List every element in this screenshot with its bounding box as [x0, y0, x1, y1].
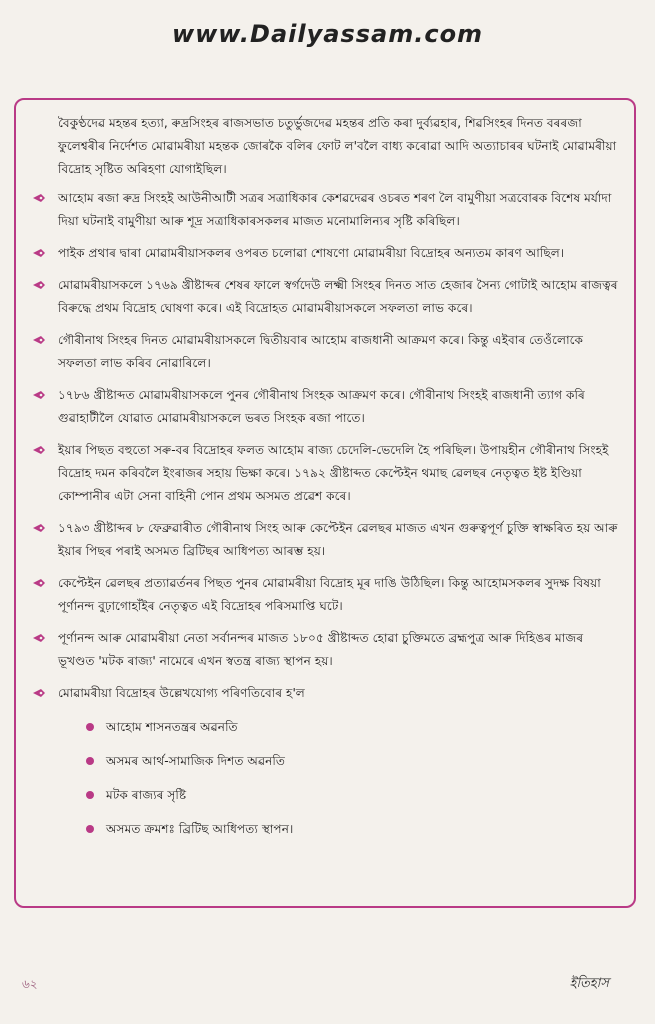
pen-nib-icon [32, 577, 46, 589]
pen-nib-icon [32, 687, 46, 699]
list-item [32, 274, 622, 320]
circle-dot-icon [86, 791, 94, 799]
list-item-text: ইয়াৰ পিছত বহুতো সৰু-বৰ বিদ্ৰোহৰ ফলত আহোম ৰাজ্য চেদেলি-ভেদেলি হৈ পৰিছিল। উপায়হীন গৌৰীনাথ সিংহই বিদ্ৰোহ দমন কৰিবলৈ ইংৰাজৰ সহায় ভিক্ষা কৰে। ১৭৯২ খ্ৰীষ্টাব্দত কেপ্টেইন থমাছ ৱেলছৰ নেতৃত্বত ইষ্ট ইণ্ডিয়া কোম্পানীৰ এটা সেনা বাহিনী পোন প্ৰথম অসমত প্ৰৱেশ কৰে। [58, 443, 609, 503]
list-item [32, 439, 622, 508]
pen-nib-icon [32, 389, 46, 401]
list-item [32, 384, 622, 430]
circle-dot-icon [86, 723, 94, 731]
sub-list-item [86, 751, 622, 771]
page-content [32, 112, 622, 853]
list-item [32, 627, 622, 673]
list-item [32, 517, 622, 563]
list-item-text: আহোম ৰজা ৰুদ্ৰ সিংহই আউনীআটী সত্ৰৰ সত্ৰাধিকাৰ কেশৱদেৱৰ ওচৰত শৰণ লৈ বামুণীয়া সত্ৰবোৰক বিশেষ মৰ্যাদা দিয়া ঘটনাই বামুণীয়া আৰু শূদ্ৰ সত্ৰাধিকাৰসকলৰ মাজত মনোমালিন্যৰ সৃষ্টি কৰিছিল। [58, 191, 612, 228]
pen-nib-icon [32, 279, 46, 291]
page-number: ৬২ [22, 977, 38, 991]
pen-nib-icon [32, 334, 46, 346]
list-item-text: মোৱামৰীয়াসকলে ১৭৬৯ খ্ৰীষ্টাব্দৰ শেষৰ ফালে স্বৰ্গদেউ লক্ষ্মী সিংহৰ দিনত সাত হেজাৰ সৈন্য গোটাই আহোম ৰাজত্বৰ বিৰুদ্ধে প্ৰথম বিদ্ৰোহ ঘোষণা কৰে। এই বিদ্ৰোহত মোৱামৰীয়াসকলে সফলতা লাভ কৰে। [58, 278, 618, 315]
pen-nib-icon [32, 192, 46, 204]
list-item [32, 242, 622, 265]
sub-list-item-text: মটক ৰাজ্যৰ সৃষ্টি [106, 788, 187, 802]
book-subject-label: ইতিহাস [569, 976, 609, 991]
sub-list-item [86, 785, 622, 805]
sub-list-item-text: আহোম শাসনতন্ত্ৰৰ অৱনতি [106, 720, 238, 734]
list-item-text: ১৭৯৩ খ্ৰীষ্টাব্দৰ ৮ ফেব্ৰুৱাৰীত গৌৰীনাথ সিংহ আৰু কেপ্টেইন ৱেলছৰ মাজত এখন গুৰুত্বপূৰ্ণ চুক্তি স্বাক্ষৰিত হয় আৰু ইয়াৰ পিছৰ পৰাই অসমত ব্ৰিটিছৰ আধিপত্য আৰম্ভ হয়। [58, 521, 618, 558]
list-item-text: পাইক প্ৰথাৰ দ্বাৰা মোৱামৰীয়াসকলৰ ওপৰত চলোৱা শোষণো মোৱামৰীয়া বিদ্ৰোহৰ অন্যতম কাৰণ আছিল। [58, 246, 565, 260]
watermark-url: www.Dailyassam.com [171, 20, 484, 48]
pen-nib-icon [32, 522, 46, 534]
sub-list-item [86, 819, 622, 839]
list-item-text: মোৱামৰীয়া বিদ্ৰোহৰ উল্লেখযোগ্য পৰিণতিবোৰ হ'ল [58, 686, 305, 700]
list-item [32, 572, 622, 618]
list-item-text: গৌৰীনাথ সিংহৰ দিনত মোৱামৰীয়াসকলে দ্বিতীয়বাৰ আহোম ৰাজধানী আক্ৰমণ কৰে। কিন্তু এইবাৰ তেওঁলোকে সফলতা লাভ কৰিব নোৱাৰিলে। [58, 333, 584, 370]
list-item-text: পূৰ্ণানন্দ আৰু মোৱামৰীয়া নেতা সৰ্বানন্দৰ মাজত ১৮০৫ খ্ৰীষ্টাব্দত হোৱা চুক্তিমতে ব্ৰহ্মপুত্ৰ আৰু দিহিঙৰ মাজৰ ভূখণ্ডত 'মটক ৰাজ্য' নামেৰে এখন স্বতন্ত্ৰ ৰাজ্য স্থাপন হয়। [58, 631, 584, 668]
list-item [32, 682, 622, 705]
list-item-text: কেপ্টেইন ৱেলছৰ প্ৰত্যাৱৰ্তনৰ পিছত পুনৰ মোৱামৰীয়া বিদ্ৰোহ মূৰ দাঙি উঠিছিল। কিন্তু আহোমসকলৰ সুদক্ষ বিষয়া পূৰ্ণানন্দ বুঢ়াগোহাঁইৰ নেতৃত্বত এই বিদ্ৰোহৰ পৰিসমাপ্তি ঘটে। [58, 576, 601, 613]
list-item-text: ১৭৮৬ খ্ৰীষ্টাব্দত মোৱামৰীয়াসকলে পুনৰ গৌৰীনাথ সিংহক আক্ৰমণ কৰে। গৌৰীনাথ সিংহই ৰাজধানী ত্যাগ কৰি গুৱাহাটীলৈ যোৱাত মোৱামৰীয়াসকলে ভৰত সিংহক ৰজা পাতে। [58, 388, 585, 425]
circle-dot-icon [86, 825, 94, 833]
intro-paragraph: বৈকুণ্ঠদেৱ মহন্তৰ হত্যা, ৰুদ্ৰসিংহৰ ৰাজসভাত চতুৰ্ভুজদেৱ মহন্তৰ প্ৰতি কৰা দুৰ্ব্যৱহাৰ, শিৱসিংহৰ দিনত বৰৰজা ফুলেশ্বৰীৰ নিৰ্দেশত মোৱামৰীয়া মহন্তক জোৰকৈ বলিৰ ফোট ল'বলৈ বাধ্য কৰোৱা আদি অত্যাচাৰৰ ঘটনাই মোৱামৰীয়া বিদ্ৰোহ সৃষ্টিত অৰিহণা যোগাইছিল। [58, 116, 617, 176]
circle-dot-icon [86, 757, 94, 765]
list-item [32, 187, 622, 233]
sub-list-item-text: অসমৰ আৰ্থ-সামাজিক দিশত অৱনতি [106, 754, 286, 768]
pen-nib-icon [32, 444, 46, 456]
pen-nib-icon [32, 247, 46, 259]
pen-nib-icon [32, 632, 46, 644]
sub-list-item-text: অসমত ক্ৰমশঃ ব্ৰিটিছ আধিপত্য স্থাপন। [106, 822, 294, 836]
sub-list-item [86, 717, 622, 737]
list-item [32, 329, 622, 375]
